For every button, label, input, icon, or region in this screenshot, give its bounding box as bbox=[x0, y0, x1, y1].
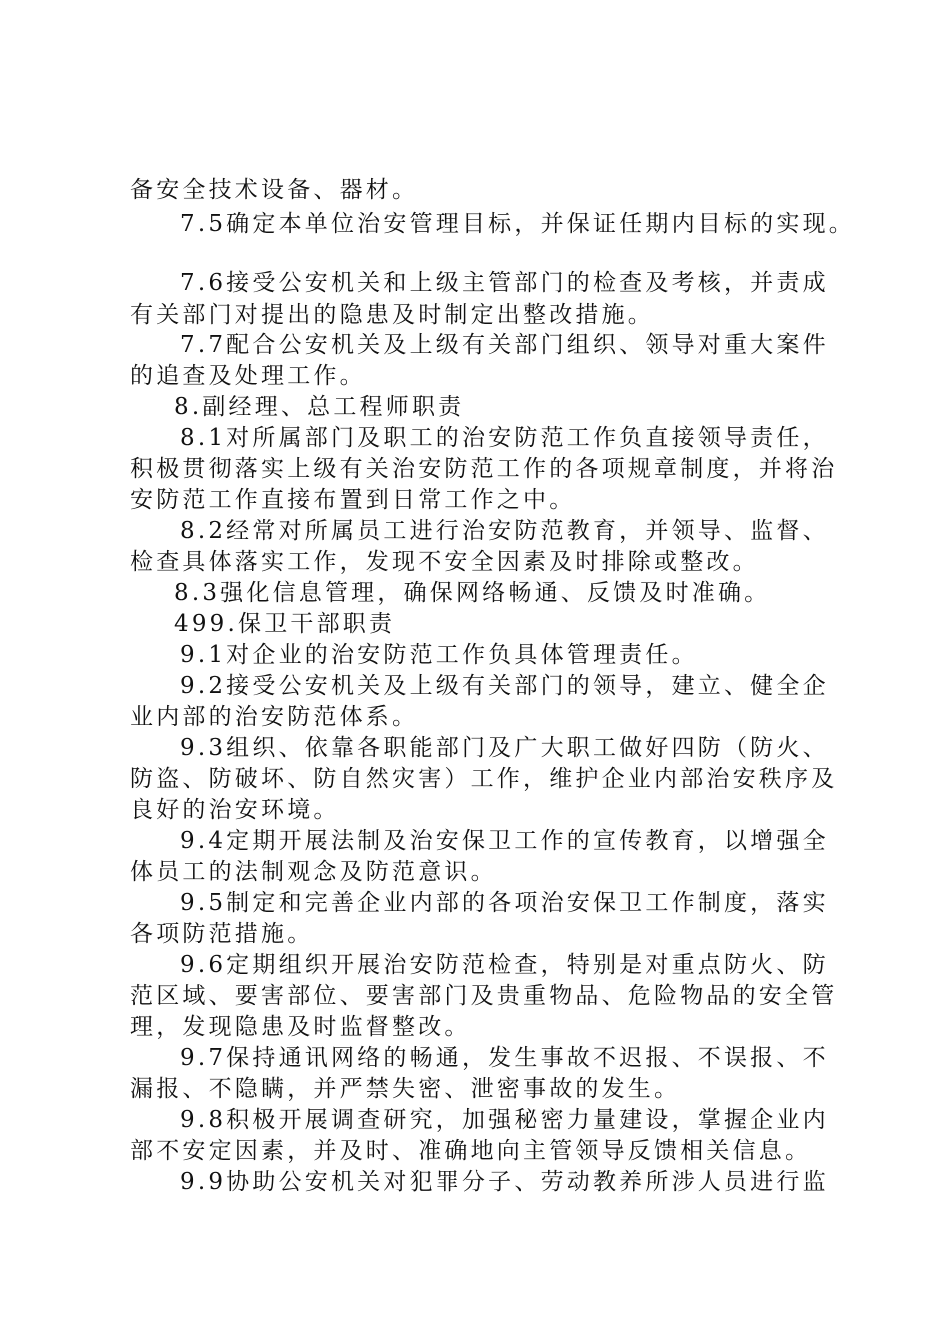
text-line: 安防范工作直接布置到日常工作之中。 bbox=[130, 487, 576, 513]
text-line: 8.1对所属部门及职工的治安防范工作负直接领导责任， bbox=[180, 425, 829, 451]
text-line: 9.8积极开展调查研究，加强秘密力量建设，掌握企业内 bbox=[180, 1107, 829, 1133]
text-line: 各项防范措施。 bbox=[130, 921, 314, 947]
text-line: 防盗、防破坏、防自然灾害）工作，维护企业内部治安秩序及 bbox=[130, 766, 838, 792]
text-line: 部不安定因素，并及时、准确地向主管领导反馈相关信息。 bbox=[130, 1138, 812, 1164]
text-line: 业内部的治安防范体系。 bbox=[130, 704, 419, 730]
text-line: 理，发现隐患及时监督整改。 bbox=[130, 1014, 471, 1040]
text-line: 9.5制定和完善企业内部的各项治安保卫工作制度，落实 bbox=[180, 890, 829, 916]
text-line: 良好的治安环境。 bbox=[130, 797, 340, 823]
section-heading: 499.保卫干部职责 bbox=[174, 611, 396, 637]
text-line: 7.7配合公安机关及上级有关部门组织、领导对重大案件 bbox=[180, 332, 829, 358]
text-line: 7.5确定本单位治安管理目标，并保证任期内目标的实现。 bbox=[180, 211, 855, 237]
text-line: 9.7保持通讯网络的畅通，发生事故不迟报、不误报、不 bbox=[180, 1045, 829, 1071]
section-heading: 8.副经理、总工程师职责 bbox=[174, 394, 465, 420]
text-line: 体员工的法制观念及防范意识。 bbox=[130, 859, 497, 885]
text-line: 8.2经常对所属员工进行治安防范教育，并领导、监督、 bbox=[180, 518, 829, 544]
text-line: 9.9协助公安机关对犯罪分子、劳动教养所涉人员进行监 bbox=[180, 1169, 829, 1195]
text-line: 的追查及处理工作。 bbox=[130, 363, 366, 389]
text-line: 范区域、要害部位、要害部门及贵重物品、危险物品的安全管 bbox=[130, 983, 838, 1009]
text-line: 7.6接受公安机关和上级主管部门的检查及考核，并责成 bbox=[180, 270, 829, 296]
text-line: 备安全技术设备、器材。 bbox=[130, 177, 419, 203]
text-line: 8.3强化信息管理，确保网络畅通、反馈及时准确。 bbox=[174, 580, 771, 606]
text-line: 9.4定期开展法制及治安保卫工作的宣传教育，以增强全 bbox=[180, 828, 829, 854]
text-line: 检查具体落实工作，发现不安全因素及时排除或整改。 bbox=[130, 549, 759, 575]
text-line: 9.1对企业的治安防范工作负具体管理责任。 bbox=[180, 642, 698, 668]
text-line: 9.6定期组织开展治安防范检查，特别是对重点防火、防 bbox=[180, 952, 829, 978]
text-line: 漏报、不隐瞒，并严禁失密、泄密事故的发生。 bbox=[130, 1076, 681, 1102]
text-line: 积极贯彻落实上级有关治安防范工作的各项规章制度，并将治 bbox=[130, 456, 838, 482]
text-line: 9.2接受公安机关及上级有关部门的领导，建立、健全企 bbox=[180, 673, 829, 699]
text-line: 9.3组织、依靠各职能部门及广大职工做好四防（防火、 bbox=[180, 735, 829, 761]
text-line: 有关部门对提出的隐患及时制定出整改措施。 bbox=[130, 302, 654, 328]
